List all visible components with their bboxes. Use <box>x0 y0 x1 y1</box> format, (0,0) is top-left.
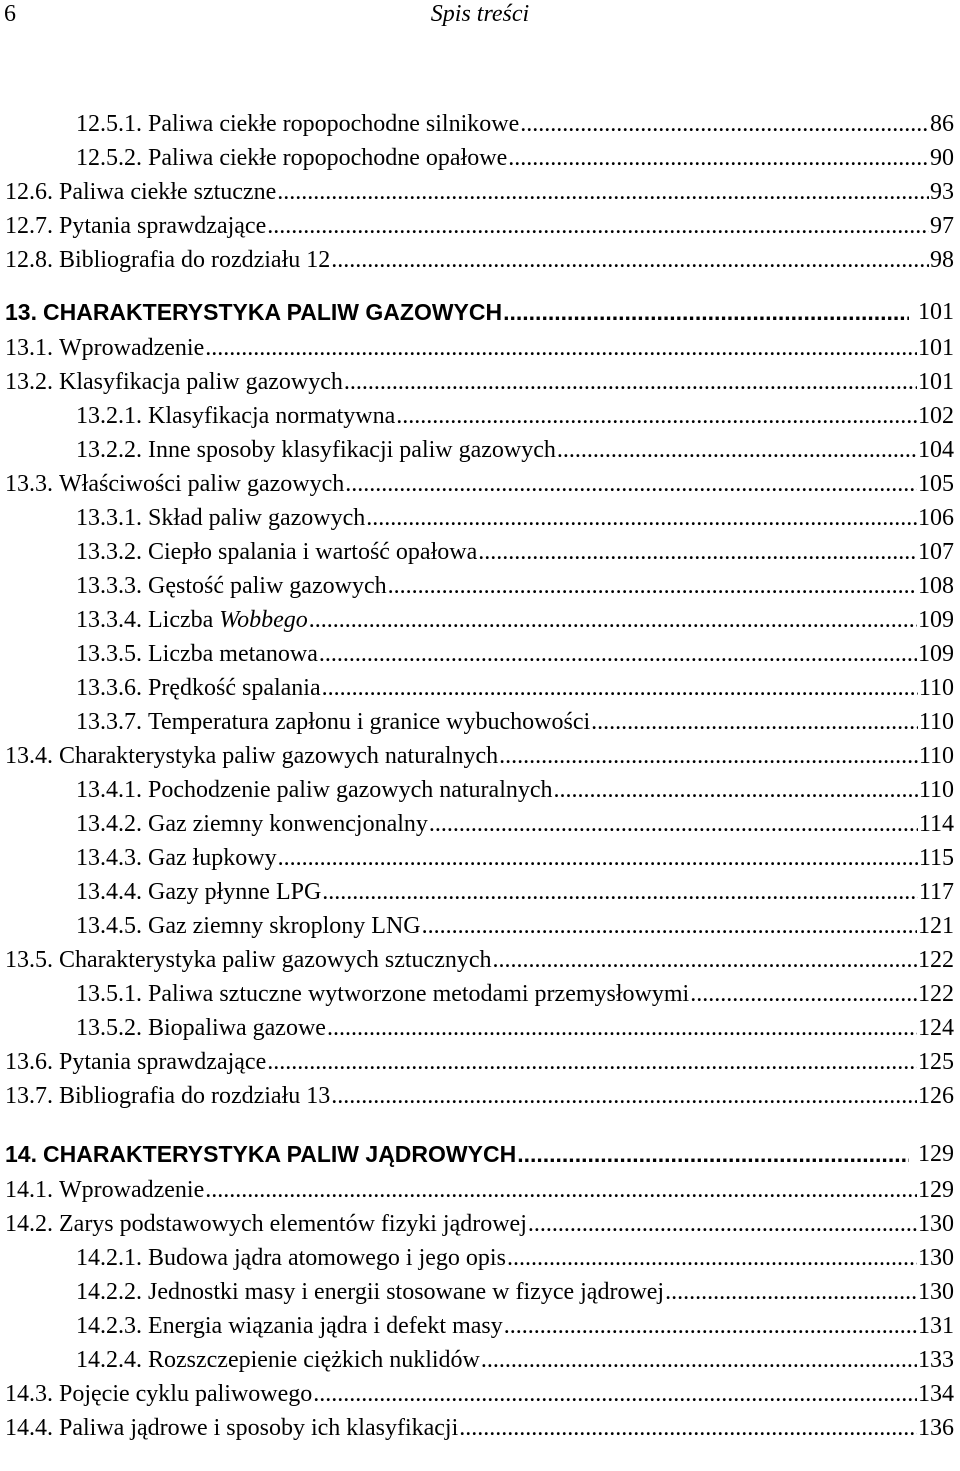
toc-entry[interactable] <box>0 1241 960 1275</box>
dot-leader <box>493 945 917 975</box>
toc-entry-title: Klasyfikacja normatywna <box>148 403 396 429</box>
toc-entry[interactable] <box>0 1411 960 1445</box>
toc-entry-page: 106 <box>918 505 954 531</box>
toc-entry-title: Pytania sprawdzające <box>59 1049 267 1075</box>
toc-entry[interactable] <box>0 399 960 433</box>
toc-entry[interactable] <box>0 1275 960 1309</box>
toc-entry-page: 101 <box>918 335 954 361</box>
toc-entry-title: Paliwa jądrowe i sposoby ich klasyfikacji <box>59 1415 459 1441</box>
toc-entry-number: 13.4.3. <box>76 845 142 871</box>
dot-leader <box>481 1345 917 1375</box>
toc-entry-title: CHARAKTERYSTYKA PALIW GAZOWYCH <box>42 299 503 325</box>
dot-leader <box>503 297 909 327</box>
chapter-spacer <box>0 1113 960 1135</box>
toc-entry[interactable] <box>0 977 960 1011</box>
toc-entry-number: 12.6. <box>5 179 53 205</box>
toc-entry[interactable] <box>0 671 960 705</box>
toc-entry-number: 13.5.2. <box>76 1015 142 1041</box>
toc-entry-page: 121 <box>918 913 954 939</box>
toc-entry-number: 13.4. <box>5 743 53 769</box>
toc-entry-number: 13.4.5. <box>76 913 142 939</box>
toc-entry[interactable] <box>0 637 960 671</box>
toc-entry-title: Bibliografia do rozdziału 13 <box>59 1083 331 1109</box>
toc-entry[interactable] <box>0 1309 960 1343</box>
toc-entry-page: 105 <box>918 471 954 497</box>
toc-entry-title: Prędkość spalania <box>148 675 321 701</box>
toc-entry[interactable] <box>0 1079 960 1113</box>
toc-entry-title: Gaz łupkowy <box>148 845 277 871</box>
toc-entry-page: 115 <box>918 845 954 871</box>
toc-entry-number: 13.5. <box>5 947 53 973</box>
dot-leader <box>690 979 917 1009</box>
toc-entry-page: 107 <box>918 539 954 565</box>
toc-entry-page: 109 <box>918 641 954 667</box>
toc-entry-number: 13.2.1. <box>76 403 142 429</box>
dot-leader <box>507 1243 917 1273</box>
toc-entry-number: 13.2.2. <box>76 437 142 463</box>
toc-entry-title: Budowa jądra atomowego i jego opis <box>148 1245 506 1271</box>
toc-entry-page: 109 <box>918 607 954 633</box>
toc-entry[interactable] <box>0 365 960 399</box>
toc-entry-page: 129 <box>918 1141 954 1167</box>
dot-leader <box>396 401 917 431</box>
toc-entry-title: Gęstość paliw gazowych <box>148 573 387 599</box>
toc-entry-number: 13.3.5. <box>76 641 142 667</box>
toc-entry[interactable] <box>0 705 960 739</box>
toc-entry-number: 13.3.3. <box>76 573 142 599</box>
toc-entry[interactable] <box>0 909 960 943</box>
toc-entry[interactable] <box>0 1173 960 1207</box>
page-number: 6 <box>4 1 16 27</box>
toc-entry-number: 13.3.1. <box>76 505 142 531</box>
toc-entry-title: Gaz ziemny skroplony LNG <box>148 913 421 939</box>
toc-entry-page: 90 <box>930 145 954 171</box>
toc-entry-title: Charakterystyka paliw gazowych sztucznych <box>59 947 492 973</box>
toc-entry-page: 86 <box>930 111 954 137</box>
toc-entry-number: 14.4. <box>5 1415 53 1441</box>
toc-entry[interactable] <box>0 807 960 841</box>
dot-leader <box>429 809 918 839</box>
toc-entry[interactable] <box>0 433 960 467</box>
toc-entry-number: 14. <box>5 1141 37 1167</box>
toc-entry-number: 14.2. <box>5 1211 53 1237</box>
toc-chapter-entry[interactable] <box>0 293 960 331</box>
toc-entry-page: 108 <box>918 573 954 599</box>
toc-entry-page: 134 <box>918 1381 954 1407</box>
toc-entry-number: 13.4.4. <box>76 879 142 905</box>
toc-entry[interactable] <box>0 535 960 569</box>
toc-entry-title: Skład paliw gazowych <box>148 505 366 531</box>
toc-entry-page: 114 <box>918 811 954 837</box>
toc-entry-number: 13.2. <box>5 369 53 395</box>
toc-entry-page: 117 <box>918 879 954 905</box>
toc-entry-title: Gazy płynne LPG <box>148 879 322 905</box>
toc-entry-title: Paliwa sztuczne wytworzone metodami przemysłowymi <box>148 981 690 1007</box>
toc-entry-number: 13.4.1. <box>76 777 142 803</box>
toc-entry-number: 14.2.2. <box>76 1279 142 1305</box>
dot-leader <box>366 503 917 533</box>
toc-entry-title: Klasyfikacja paliw gazowych <box>59 369 343 395</box>
dot-leader <box>528 1209 917 1239</box>
dot-leader <box>665 1277 917 1307</box>
dot-leader <box>517 1139 909 1169</box>
toc-entry-title: Właściwości paliw gazowych <box>59 471 345 497</box>
toc-entry-number: 14.2.4. <box>76 1347 142 1373</box>
toc-entry-page: 122 <box>918 981 954 1007</box>
toc-entry-number: 13.3. <box>5 471 53 497</box>
toc-entry[interactable] <box>0 773 960 807</box>
table-of-contents <box>0 107 960 1445</box>
toc-entry[interactable] <box>0 209 960 243</box>
dot-leader <box>345 469 917 499</box>
toc-entry-page: 110 <box>918 743 954 769</box>
toc-entry-title-prefix: Liczba <box>148 607 214 633</box>
toc-entry-page: 124 <box>918 1015 954 1041</box>
chapter-spacer <box>0 277 960 293</box>
toc-entry-title: Temperatura zapłonu i granice wybuchowości <box>148 709 591 735</box>
dot-leader <box>388 571 917 601</box>
dot-leader <box>422 911 917 941</box>
toc-entry-number: 13.4.2. <box>76 811 142 837</box>
toc-entry-number: 12.7. <box>5 213 53 239</box>
toc-entry-number: 13.1. <box>5 335 53 361</box>
toc-entry-title: Wprowadzenie <box>59 335 205 361</box>
toc-entry-number: 14.1. <box>5 1177 53 1203</box>
toc-entry[interactable] <box>0 875 960 909</box>
toc-entry-page: 98 <box>930 247 954 273</box>
toc-entry[interactable] <box>0 1207 960 1241</box>
toc-entry[interactable] <box>0 331 960 365</box>
toc-entry-page: 130 <box>918 1279 954 1305</box>
dot-leader <box>331 245 929 275</box>
toc-entry[interactable] <box>0 467 960 501</box>
toc-entry-page: 125 <box>918 1049 954 1075</box>
toc-entry-title-italic: Wobbego <box>219 607 308 633</box>
dot-leader <box>277 177 929 207</box>
toc-entry-page: 136 <box>918 1415 954 1441</box>
toc-entry[interactable] <box>0 1045 960 1079</box>
dot-leader <box>278 843 918 873</box>
dot-leader <box>319 639 917 669</box>
toc-entry-title: Ciepło spalania i wartość opałowa <box>148 539 478 565</box>
toc-entry-title: Liczba metanowa <box>148 641 318 667</box>
dot-leader <box>267 211 929 241</box>
toc-entry-number: 14.2.1. <box>76 1245 142 1271</box>
toc-entry-title: Bibliografia do rozdziału 12 <box>59 247 331 273</box>
toc-entry[interactable] <box>0 943 960 977</box>
dot-leader <box>267 1047 917 1077</box>
toc-chapter-entry[interactable] <box>0 1135 960 1173</box>
toc-entry-title <box>148 605 308 635</box>
toc-entry-page: 122 <box>918 947 954 973</box>
toc-entry[interactable] <box>0 739 960 773</box>
toc-entry-page: 131 <box>918 1313 954 1339</box>
toc-entry[interactable] <box>0 603 960 637</box>
running-title: Spis treści <box>430 1 530 27</box>
toc-entry-page: 97 <box>930 213 954 239</box>
toc-entry-title: Zarys podstawowych elementów fizyki jądrowej <box>59 1211 527 1237</box>
toc-entry-title: Energia wiązania jądra i defekt masy <box>148 1313 503 1339</box>
toc-entry-page: 102 <box>918 403 954 429</box>
toc-entry-page: 101 <box>918 369 954 395</box>
page-header <box>0 0 960 40</box>
toc-entry[interactable] <box>0 175 960 209</box>
toc-entry-number: 13.3.6. <box>76 675 142 701</box>
toc-entry[interactable] <box>0 1343 960 1377</box>
toc-entry-number: 13.5.1. <box>76 981 142 1007</box>
toc-entry-title: Pochodzenie paliw gazowych naturalnych <box>148 777 553 803</box>
toc-entry-page: 130 <box>918 1245 954 1271</box>
toc-entry-title: Gaz ziemny konwencjonalny <box>148 811 428 837</box>
toc-entry-title: CHARAKTERYSTYKA PALIW JĄDROWYCH <box>42 1141 517 1167</box>
toc-entry-page: 104 <box>918 437 954 463</box>
toc-entry-page: 130 <box>918 1211 954 1237</box>
toc-entry-title: Paliwa ciekłe ropopochodne opałowe <box>148 145 508 171</box>
toc-entry-number: 14.3. <box>5 1381 53 1407</box>
toc-entry-page: 129 <box>918 1177 954 1203</box>
toc-entry-page: 110 <box>918 709 954 735</box>
dot-leader <box>554 775 918 805</box>
toc-entry-number: 12.5.1. <box>76 111 142 137</box>
dot-leader <box>313 1379 917 1409</box>
dot-leader <box>557 435 917 465</box>
toc-entry-title: Jednostki masy i energii stosowane w fizyce jądrowej <box>148 1279 665 1305</box>
dot-leader <box>499 741 918 771</box>
dot-leader <box>344 367 917 397</box>
toc-entry[interactable] <box>0 107 960 141</box>
toc-entry[interactable] <box>0 569 960 603</box>
dot-leader <box>205 333 917 363</box>
dot-leader <box>508 143 929 173</box>
dot-leader <box>322 877 918 907</box>
toc-entry-number: 14.2.3. <box>76 1313 142 1339</box>
toc-entry[interactable] <box>0 501 960 535</box>
toc-entry-number: 12.5.2. <box>76 145 142 171</box>
toc-entry-number: 13.3.4. <box>76 607 142 633</box>
toc-entry[interactable] <box>0 243 960 277</box>
toc-entry-page: 126 <box>918 1083 954 1109</box>
dot-leader <box>459 1413 917 1443</box>
dot-leader <box>591 707 918 737</box>
toc-entry-title: Paliwa ciekłe sztuczne <box>59 179 277 205</box>
toc-entry-number: 13.3.2. <box>76 539 142 565</box>
toc-entry-title: Inne sposoby klasyfikacji paliw gazowych <box>148 437 556 463</box>
toc-entry-page: 110 <box>918 777 954 803</box>
toc-entry-page: 133 <box>918 1347 954 1373</box>
toc-entry-number: 13.6. <box>5 1049 53 1075</box>
toc-entry-number: 13. <box>5 299 37 325</box>
dot-leader <box>322 673 918 703</box>
toc-entry[interactable] <box>0 1011 960 1045</box>
toc-entry-number: 12.8. <box>5 247 53 273</box>
toc-entry-title: Pytania sprawdzające <box>59 213 267 239</box>
toc-entry-title: Paliwa ciekłe ropopochodne silnikowe <box>148 111 520 137</box>
toc-entry-title: Charakterystyka paliw gazowych naturalnych <box>59 743 499 769</box>
toc-entry-page: 110 <box>918 675 954 701</box>
toc-entry-number: 13.7. <box>5 1083 53 1109</box>
toc-entry-page: 93 <box>930 179 954 205</box>
dot-leader <box>504 1311 917 1341</box>
dot-leader <box>520 109 929 139</box>
toc-entry-page: 101 <box>918 299 954 325</box>
dot-leader <box>309 605 917 635</box>
toc-entry[interactable] <box>0 841 960 875</box>
toc-entry-title: Rozszczepienie ciężkich nuklidów <box>148 1347 480 1373</box>
dot-leader <box>205 1175 917 1205</box>
dot-leader <box>478 537 917 567</box>
dot-leader <box>331 1081 917 1111</box>
toc-entry-title: Pojęcie cyklu paliwowego <box>59 1381 313 1407</box>
toc-entry-title: Wprowadzenie <box>59 1177 205 1203</box>
toc-entry[interactable] <box>0 1377 960 1411</box>
dot-leader <box>327 1013 917 1043</box>
toc-entry[interactable] <box>0 141 960 175</box>
toc-entry-title: Biopaliwa gazowe <box>148 1015 326 1041</box>
toc-entry-number: 13.3.7. <box>76 709 142 735</box>
